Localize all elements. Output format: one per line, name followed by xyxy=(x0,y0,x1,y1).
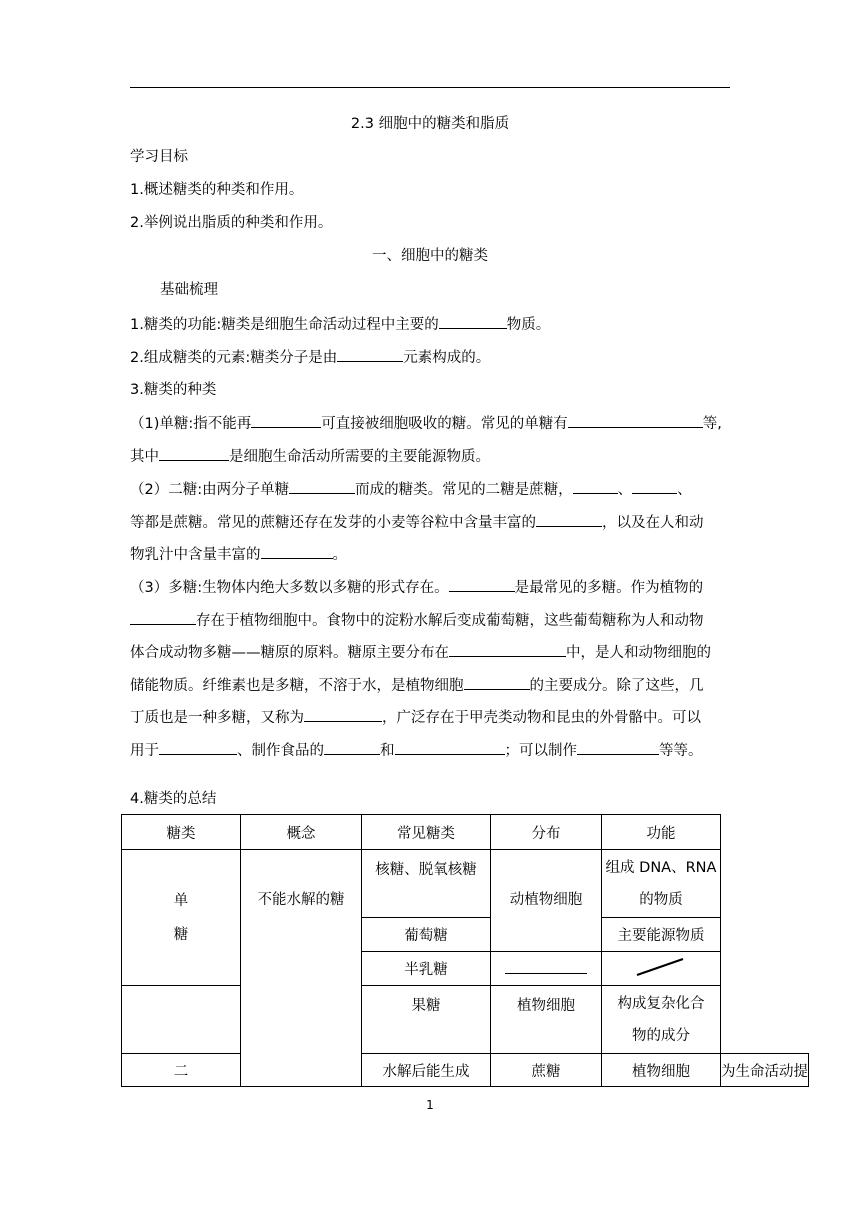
table-cell xyxy=(602,986,721,1054)
text: ，以及在人和动 xyxy=(602,514,704,531)
blank xyxy=(577,739,659,755)
table-cell: 植物细胞 xyxy=(602,1054,721,1087)
table-cell xyxy=(122,986,241,1054)
blank xyxy=(395,739,505,755)
table-cell: 二 xyxy=(122,1054,241,1087)
header-cell: 功能 xyxy=(602,815,721,850)
text: 而成的糖类。常见的二糖是蔗糖， xyxy=(355,482,573,498)
table-cell: 植物细胞 xyxy=(491,986,602,1054)
header-cell: 糖类 xyxy=(122,815,241,850)
header-cell: 概念 xyxy=(241,815,362,850)
table-cell: 果糖 xyxy=(362,986,491,1054)
header-cell: 常见糖类 xyxy=(362,815,491,850)
text: 糖 xyxy=(173,926,189,943)
blank xyxy=(464,674,530,690)
table-cell: 水解后能生成 xyxy=(362,1054,491,1087)
blank xyxy=(289,478,355,494)
table-cell: 不能水解的糖 xyxy=(241,850,362,1087)
text: 组成 DNA、RNA xyxy=(605,859,717,876)
text: 构成复杂化合 xyxy=(617,995,705,1012)
blank xyxy=(304,706,382,722)
blank xyxy=(337,346,403,362)
blank xyxy=(568,412,703,428)
text: 用于 xyxy=(130,742,159,759)
text: （1)单糖:指不能再 xyxy=(130,416,252,432)
text: 等都是蔗糖。常见的蔗糖还存在发芽的小麦等谷粒中含量丰富的 xyxy=(130,514,536,531)
text: ；可以制作 xyxy=(504,742,577,759)
blank xyxy=(573,478,618,494)
objectives-heading: 学习目标 xyxy=(130,149,188,165)
item-3: 3.糖类的种类 xyxy=(130,382,217,398)
text: 的物质 xyxy=(639,891,683,908)
blank xyxy=(324,739,380,755)
blank xyxy=(505,959,587,974)
item-4: 4.糖类的总结 xyxy=(130,791,217,807)
page-title: 2.3 细胞中的糖类和脂质 xyxy=(350,116,510,132)
text: 、制作食品的 xyxy=(237,742,324,759)
item-1 xyxy=(130,313,550,335)
table-cell xyxy=(491,952,602,986)
table-cell: 动植物细胞 xyxy=(491,850,602,952)
objective-1: 1.概述糖类的种类和作用。 xyxy=(130,182,304,198)
section-heading: 一、细胞中的糖类 xyxy=(372,248,488,264)
blank xyxy=(632,478,677,494)
table-cell xyxy=(602,850,721,918)
blank xyxy=(159,445,229,461)
item-1-text-b: 物质。 xyxy=(506,317,551,333)
text: 等等。 xyxy=(659,742,703,759)
table-cell: 葡萄糖 xyxy=(362,918,491,952)
text: 中，是人和动物细胞的 xyxy=(566,645,711,661)
slash-mark xyxy=(631,955,691,979)
header-rule xyxy=(130,87,730,88)
item-2-text-b: 元素构成的。 xyxy=(403,350,491,366)
blank xyxy=(449,641,566,657)
item-3-3 xyxy=(130,572,732,767)
text: 、 xyxy=(617,482,633,498)
text: 体合成动物多糖——糖原的原料。糖原主要分布在 xyxy=(130,645,449,661)
text: ，广泛存在于甲壳类动物和昆虫的外骨骼中。可以 xyxy=(382,710,701,726)
basic-review-heading: 基础梳理 xyxy=(160,282,218,298)
text: 存在于植物细胞中。食物中的淀粉水解后变成葡萄糖，这些葡萄糖称为人和动物 xyxy=(196,612,704,629)
blank xyxy=(439,313,507,329)
item-2-text-a: 2.组成糖类的元素:糖类分子是由 xyxy=(130,350,338,366)
header-cell: 分布 xyxy=(491,815,602,850)
table-cell: 主要能源物质 xyxy=(602,918,721,952)
sugar-summary-table xyxy=(121,814,809,1087)
text: 其中 xyxy=(130,448,159,465)
item-1-text-a: 1.糖类的功能:糖类是细胞生命活动过程中主要的 xyxy=(130,317,439,333)
table-row xyxy=(122,1054,809,1087)
text: 储能物质。纤维素也是多糖，不溶于水，是植物细胞 xyxy=(130,677,464,694)
text: 和 xyxy=(380,742,395,759)
table-row xyxy=(122,986,809,1054)
blank xyxy=(159,739,237,755)
text: 单 xyxy=(173,892,189,909)
table-cell xyxy=(122,850,241,986)
text: （2）二糖:由两分子单糖 xyxy=(130,482,290,498)
text: 的主要成分。除了这些，几 xyxy=(529,677,704,694)
blank xyxy=(251,412,321,428)
text: 等, xyxy=(702,416,722,432)
blank xyxy=(536,511,602,527)
table-cell: 蔗糖 xyxy=(491,1054,602,1087)
blank xyxy=(449,576,515,592)
blank xyxy=(130,609,196,625)
text: （3）多糖:生物体内绝大多数以多糖的形式存在。 xyxy=(130,580,449,596)
item-2 xyxy=(130,346,490,368)
table-header-row xyxy=(122,815,809,850)
text: 是最常见的多糖。作为植物的 xyxy=(514,580,704,596)
objective-2: 2.举例说出脂质的种类和作用。 xyxy=(130,215,333,231)
table-cell: 核糖、脱氧核糖 xyxy=(362,850,491,918)
item-3-2 xyxy=(130,474,732,572)
page-number: 1 xyxy=(426,1098,434,1112)
text: 、 xyxy=(677,482,692,498)
item-3-1 xyxy=(130,408,732,473)
text: 物的成分 xyxy=(632,1027,690,1044)
table-cell: 为生命活动提 xyxy=(721,1054,809,1087)
text: 。 xyxy=(332,547,347,563)
text: 物乳汁中含量丰富的 xyxy=(130,547,261,563)
blank xyxy=(261,543,333,559)
table-cell xyxy=(602,952,721,986)
table-row xyxy=(122,850,809,918)
text: 丁质也是一种多糖，又称为 xyxy=(130,710,304,726)
text: 可直接被细胞吸收的糖。常见的单糖有 xyxy=(321,416,568,432)
text: 是细胞生命活动所需要的主要能源物质。 xyxy=(229,448,490,465)
table-cell: 半乳糖 xyxy=(362,952,491,986)
